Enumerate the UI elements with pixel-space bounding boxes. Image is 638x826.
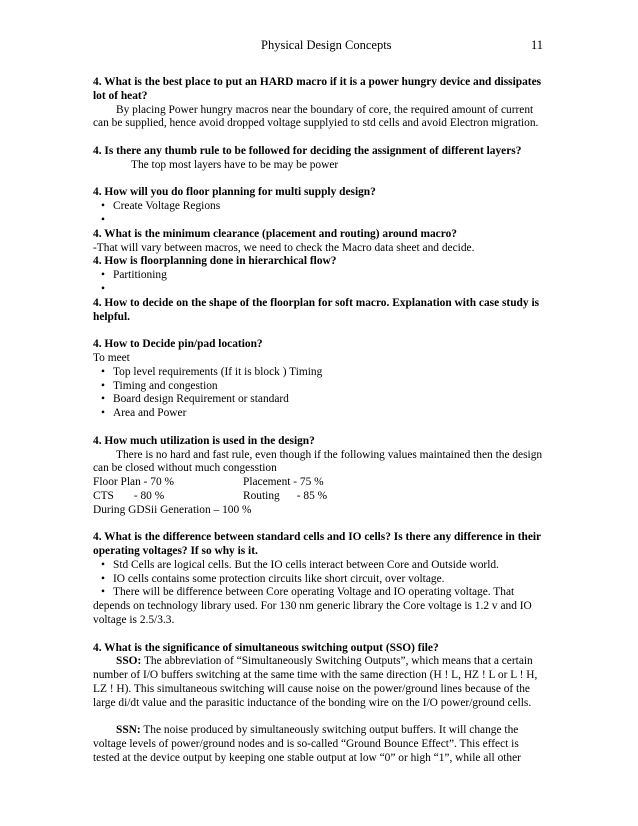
utilization-value: Routing - 85 % [243,489,328,502]
utilization-row [93,490,548,504]
question-heading: 4. What is the best place to put an HARD macro if it is a power hungry device and dissipates lot of heat? [93,76,542,102]
answer-paragraph: The top most layers have to be may be power [131,158,339,171]
question-heading: 4. What is the difference between standard cells and IO cells? Is there any difference in their operating voltages? If so why is it. [93,531,541,558]
bullet-text [113,214,548,228]
bullet-icon: • [101,365,105,378]
question-heading: 4. How to Decide pin/pad location? [93,338,263,351]
bullet-text: Partitioning [113,269,167,282]
question-heading: 4. What is the minimum clearance (placement and routing) around macro? [93,227,457,240]
bullet-text: Timing and congestion [113,379,218,392]
answer-paragraph: By placing Power hungry macros near the boundary of core, the required amount of current can be supplied, hence avoid dropped voltage supplyied to std cells and avoid Electron migration. [93,103,539,130]
document-body [93,76,548,766]
utilization-row [93,476,548,490]
bullet-icon: • [101,586,105,599]
question-heading: 4. Is there any thumb rule to be followed for deciding the assignment of different layers? [93,144,522,157]
list-item [93,380,548,394]
question-heading: 4. What is the significance of simultaneous switching output (SSO) file? [93,641,439,654]
answer-paragraph: -That will vary between macros, we need to check the Macro data sheet and decide. [93,241,475,254]
utilization-value: Placement - 75 % [243,476,324,489]
term-definition: The noise produced by simultaneously switching output buffers. It will change the voltage levels of power/ground nodes and is so-called “Ground Bounce Effect”. This effect is tested at the device output by keeping one stable output at low “0” or high “1”, while all other [93,724,521,765]
utilization-value: Floor Plan - 70 % [93,476,174,489]
answer-paragraph [93,655,548,710]
term-label: SSN: [116,724,141,737]
list-item [93,200,548,214]
list-item [93,559,548,573]
list-item [93,407,548,421]
bullet-text: Board design Requirement or standard [113,393,289,406]
question-heading: 4. How is floorplanning done in hierarchical flow? [93,255,337,268]
bullet-icon: • [101,379,105,392]
question-heading: 4. How much utilization is used in the design? [93,434,315,447]
page-header [0,38,638,54]
bullet-icon: • [101,558,105,571]
bullet-text [113,283,548,297]
page-number: 11 [531,38,544,52]
bullet-icon: • [101,572,105,585]
answer-paragraph: There is no hard and fast rule, even though if the following values maintained then the design can be closed without much congesstion [93,448,543,475]
bullet-icon: • [101,213,105,226]
bullet-text: IO cells contains some protection circuits like short circuit, over voltage. [113,572,445,585]
list-item [93,573,548,587]
answer-paragraph [93,724,548,765]
bullet-text: Std Cells are logical cells. But the IO cells interact between Core and Outside world. [113,558,499,571]
list-item [93,214,548,228]
bullet-text: There will be difference between Core operating Voltage and IO operating voltage. That depends on technology library used. For 130 nm generic library the Core voltage is 1.2 v and IO voltage is 2.5/3.3. [93,586,532,627]
bullet-text: Top level requirements (If it is block ) Timing [113,365,323,378]
list-item [93,393,548,407]
list-item [93,269,548,283]
bullet-text: Area and Power [113,407,187,420]
list-item [93,366,548,380]
term-label: SSO: [116,655,142,668]
bullet-icon: • [101,269,105,282]
bullet-icon: • [101,282,105,295]
utilization-value: During GDSii Generation – 100 % [93,503,252,516]
bullet-icon: • [101,407,105,420]
bullet-text: Create Voltage Regions [113,200,221,213]
question-heading: 4. How to decide on the shape of the floorplan for soft macro. Explanation with case study is helpful. [93,296,540,323]
answer-paragraph: To meet [93,351,130,364]
bullet-icon: • [101,393,105,406]
header-title: Physical Design Concepts [261,38,392,52]
list-item [93,586,548,627]
question-heading: 4. How will you do floor planning for multi supply design? [93,186,376,199]
utilization-value: CTS - 80 % [93,489,165,502]
term-definition: The abbreviation of “Simultaneously Switching Outputs”, which means that a certain number of I/O buffers switching at the same time with the same direction (H ! L, HZ ! L or L ! H, LZ ! H). This simultaneous switching will cause noise on the power/ground lines because of the large di/dt value and the parasitic inductance of the bonding wire on the I/O power/ground cells. [93,655,538,709]
list-item [93,283,548,297]
bullet-icon: • [101,200,105,213]
